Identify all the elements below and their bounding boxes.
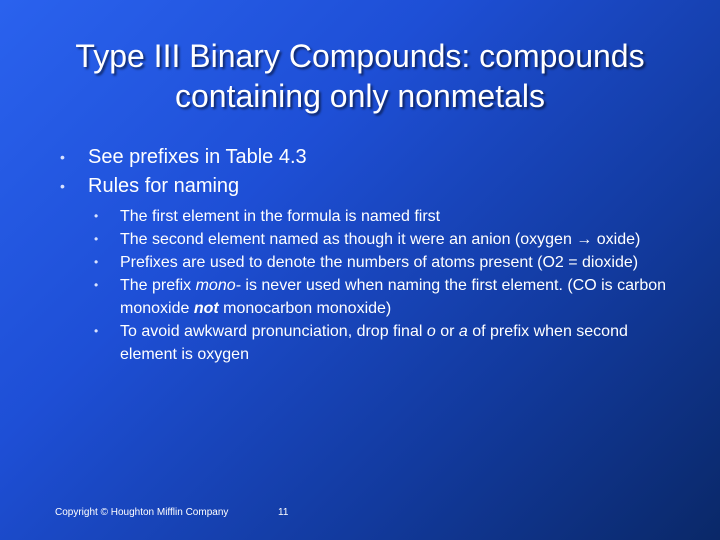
sub-bullet-text: The second element named as though it were an anion (oxygen → oxide) xyxy=(120,231,641,248)
sub-bullet-item xyxy=(90,320,680,366)
bullet-item xyxy=(60,143,680,172)
sub-bullet-item xyxy=(90,228,680,251)
sub-bullet-icon: • xyxy=(94,209,99,223)
bullet-icon: • xyxy=(60,178,65,194)
sub-bullet-text xyxy=(120,277,666,317)
bold-italic-term: not xyxy=(193,300,219,317)
sub-bullet-icon: • xyxy=(94,324,99,338)
sub-bullet-item xyxy=(90,274,680,320)
sub-bullet-item xyxy=(90,205,680,228)
bullet-list xyxy=(60,143,680,366)
slide-body xyxy=(60,143,680,366)
sub-bullet-item xyxy=(90,251,680,274)
bullet-text: Rules for naming xyxy=(88,175,240,197)
sub-bullet-text-part: or xyxy=(435,323,459,340)
sub-bullet-text-part: monocarbon monoxide) xyxy=(218,300,392,317)
sub-bullet-text-part: The prefix xyxy=(120,277,196,294)
sub-bullet-text-part: of prefix when second element is oxygen xyxy=(120,323,628,363)
sub-bullet-text-part: To avoid awkward pronunciation, drop final xyxy=(120,323,427,340)
bullet-item xyxy=(60,172,680,366)
footer-copyright: Copyright © Houghton Mifflin Company xyxy=(55,507,229,518)
page-number: 11 xyxy=(278,507,289,518)
sub-bullet-text xyxy=(120,323,628,363)
slide-title xyxy=(20,36,700,116)
bullet-text: See prefixes in Table 4.3 xyxy=(88,146,307,168)
italic-term: a xyxy=(458,323,468,340)
sub-bullet-icon: • xyxy=(94,255,99,269)
bullet-icon: • xyxy=(60,149,65,165)
sub-bullet-text-part: is never used when naming the first element. (CO is carbon monoxide xyxy=(120,277,667,317)
sub-bullet-icon: • xyxy=(94,278,99,292)
sub-bullet-list xyxy=(88,205,680,366)
title-line-1: Type III Binary Compounds: compounds xyxy=(75,38,645,74)
sub-bullet-icon: • xyxy=(94,232,99,246)
title-line-2: containing only nonmetals xyxy=(174,78,545,114)
italic-term: o xyxy=(426,323,436,340)
italic-term: mono- xyxy=(195,277,241,294)
sub-bullet-text: The first element in the formula is named first xyxy=(120,208,441,225)
sub-bullet-text: Prefixes are used to denote the numbers of atoms present (O2 = dioxide) xyxy=(120,254,639,271)
